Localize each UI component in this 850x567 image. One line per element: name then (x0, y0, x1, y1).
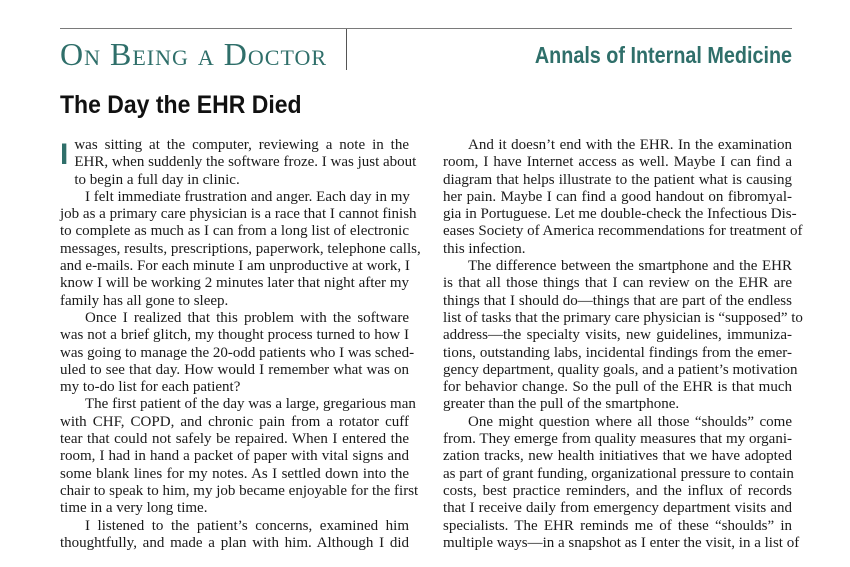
text-line: for behavior change. So the pull of the EHR is that much (443, 379, 792, 396)
text-line: things that I should do—things that are part of the endless (443, 292, 792, 309)
text-line: The first patient of the day was a large, gregarious man (85, 396, 416, 413)
text-line: zation tracks, new health initiatives that we have adopted (443, 448, 792, 465)
text-line: her pain. Maybe I can find a good handout on fibromyal- (443, 188, 792, 205)
text-line: diagram that helps illustrate to the patient what is causing (443, 171, 792, 188)
text-line: multiple ways—in a snapshot as I enter the visit, in a list of (443, 534, 800, 551)
text-line: I felt immediate frustration and anger. Each day in my (85, 188, 410, 205)
text-line: list of tasks that the primary care physician is “supposed” to (443, 309, 803, 326)
text-line: tear that could not safely be repaired. When I entered the (60, 431, 409, 448)
text-line: One might question where all those “shoulds” come (468, 413, 792, 430)
text-line: is that all those things that I can review on the EHR are (443, 275, 792, 292)
text-line: that I receive daily from emergency department visits and (443, 500, 792, 517)
text-line: to complete as much as I can from a long list of electronic (60, 223, 409, 240)
text-line: specialists. The EHR reminds me of these “shoulds” in (443, 517, 792, 534)
text-line: was going to manage the 20-odd patients who I was sched- (60, 344, 415, 361)
text-line: room, I had in hand a packet of paper with vital signs and (60, 448, 409, 465)
text-line: and e-mails. For each minute I am unproductive at work, I (60, 258, 410, 275)
text-line: uled to see that day. How would I remember what was on (60, 361, 409, 378)
text-line: as part of grant funding, organizational pressure to contain (443, 465, 794, 482)
text-line: messages, results, prescriptions, paperwork, telephone calls, (60, 240, 421, 257)
article-title: The Day the EHR Died (60, 91, 302, 119)
section-title: On Being a Doctor (60, 36, 328, 72)
text-line: EHR, when suddenly the software froze. I was just about (74, 154, 417, 171)
text-line: gia in Portuguese. Let me double-check the Infectious Dis- (443, 206, 797, 223)
text-line: The difference between the smartphone and the EHR (468, 258, 792, 275)
text-line: from. They emerge from quality measures that my organi- (443, 431, 792, 448)
text-line: costs, best practice reminders, and the influx of records (443, 482, 792, 499)
text-line: family has all gone to sleep. (60, 292, 229, 309)
header-divider (346, 29, 347, 70)
text-line: tions, outstanding labs, incidental findings from the emer- (443, 344, 792, 361)
text-line: with CHF, COPD, and chronic pain from a rotator cuff (60, 413, 409, 430)
text-line: my to-do list for each patient? (60, 379, 241, 396)
left-column (60, 137, 421, 552)
text-line: gency department, quality goals, and a patient’s motivation (443, 361, 798, 378)
text-line: Once I realized that this problem with the software (85, 309, 409, 326)
text-line: And it doesn’t end with the EHR. In the examination (468, 137, 792, 153)
text-line: some blank lines for my notes. As I settled down into the (60, 465, 409, 482)
text-line: time in a very long time. (60, 500, 208, 517)
text-line: chair to speak to him, my job became enjoyable for the first (60, 482, 419, 499)
text-line: address—the specialty visits, new guidelines, immuniza- (443, 327, 792, 344)
drop-cap: I (60, 138, 69, 171)
text-line: thoughtfully, and made a plan with him. Although I did (60, 534, 409, 551)
text-line: this infection. (443, 240, 526, 257)
text-line: was sitting at the computer, reviewing a note in the (74, 137, 409, 153)
header-rule (60, 28, 792, 29)
text-line: I listened to the patient’s concerns, examined him (85, 517, 409, 534)
journal-name: Annals of Internal Medicine (534, 42, 792, 68)
text-line: to begin a full day in clinic. (74, 171, 240, 188)
text-line: room, I have Internet access as well. Maybe I can find a (443, 154, 792, 171)
text-line: job as a primary care physician is a race that I cannot finish (60, 206, 417, 223)
text-line: know I will be working 2 minutes later that night after my (60, 275, 409, 292)
text-line: eases Society of America recommendations for treatment of (443, 223, 803, 240)
text-line: greater than the pull of the smartphone. (443, 396, 680, 413)
text-line: was not a brief glitch, my thought process turned to how I (60, 327, 409, 344)
right-column (443, 137, 803, 552)
